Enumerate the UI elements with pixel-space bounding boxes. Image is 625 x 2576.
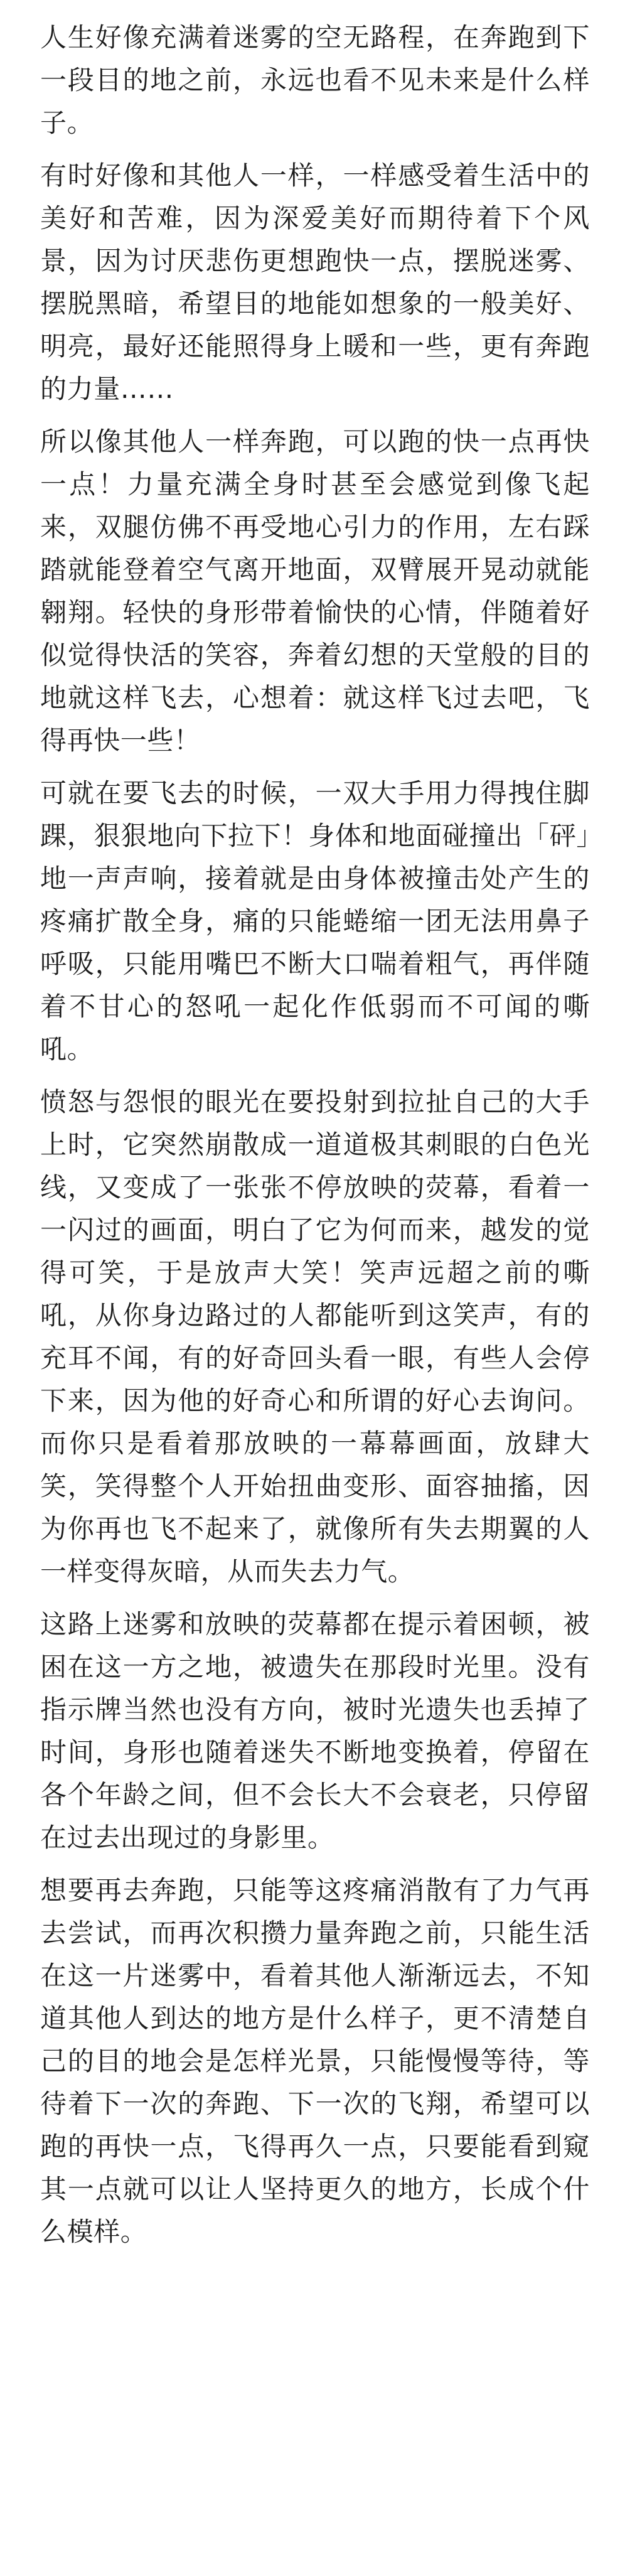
paragraph-2: 有时好像和其他人一样，一样感受着生活中的美好和苦难，因为深爱美好而期待着下个风景，因为讨厌悲伤更想跑快一点，摆脱迷雾、摆脱黑暗，希望目的地能如想象的一般美好、明亮，最好还能照得身上暖和一些，更有奔跑的力量…… bbox=[40, 160, 590, 404]
paragraph-7: 想要再去奔跑，只能等这疼痛消散有了力气再去尝试，而再次积攒力量奔跑之前，只能生活在这一片迷雾中，看着其他人渐渐远去，不知道其他人到达的地方是什么样子，更不清楚自己的目的地会是怎样光景，只能慢慢等待，等待着下一次的奔跑、下一次的飞翔，希望可以跑的再快一点，飞得再久一点，只要能看到窥其一点就可以让人坚持更久的地方，长成个什么模样。 bbox=[40, 1875, 590, 2247]
paragraph-3: 所以像其他人一样奔跑，可以跑的快一点再快一点！力量充满全身时甚至会感觉到像飞起来，双腿仿佛不再受地心引力的作用，左右踩踏就能登着空气离开地面，双臂展开晃动就能翱翔。轻快的身形带着愉快的心情，伴随着好似觉得快活的笑容，奔着幻想的天堂般的目的地就这样飞去，心想着：就这样飞过去吧，飞得再快一些！ bbox=[40, 426, 590, 756]
paragraph-6: 这路上迷雾和放映的荧幕都在提示着困顿，被困在这一方之地，被遗失在那段时光里。没有指示牌当然也没有方向，被时光遗失也丢掉了时间，身形也随着迷失不断地变换着，停留在各个年龄之间，但不会长大不会衰老，只停留在过去出现过的身影里。 bbox=[40, 1609, 590, 1853]
paragraph-4: 可就在要飞去的时候，一双大手用力得拽住脚踝，狠狠地向下拉下！身体和地面碰撞出「砰」地一声声响，接着就是由身体被撞击处产生的疼痛扩散全身，痛的只能蜷缩一团无法用鼻子呼吸，只能用嘴巴不断大口喘着粗气，再伴随着不甘心的怒吼一起化作低弱而不可闻的嘶吼。 bbox=[40, 778, 590, 1065]
paragraph-5: 愤怒与怨恨的眼光在要投射到拉扯自己的大手上时，它突然崩散成一道道极其刺眼的白色光线，又变成了一张张不停放映的荧幕，看着一一闪过的画面，明白了它为何而来，越发的觉得可笑，于是放声大笑！笑声远超之前的嘶吼，从你身边路过的人都能听到这笑声，有的充耳不闻，有的好奇回头看一眼，有些人会停下来，因为他的好奇心和所谓的好心去询问。而你只是看着那放映的一幕幕画面，放肆大笑，笑得整个人开始扭曲变形、面容抽搐，因为你再也飞不起来了，就像所有失去期翼的人一样变得灰暗，从而失去力气。 bbox=[40, 1087, 590, 1587]
paragraph-1: 人生好像充满着迷雾的空无路程，在奔跑到下一段目的地之前，永远也看不见未来是什么样子。 bbox=[40, 22, 590, 138]
